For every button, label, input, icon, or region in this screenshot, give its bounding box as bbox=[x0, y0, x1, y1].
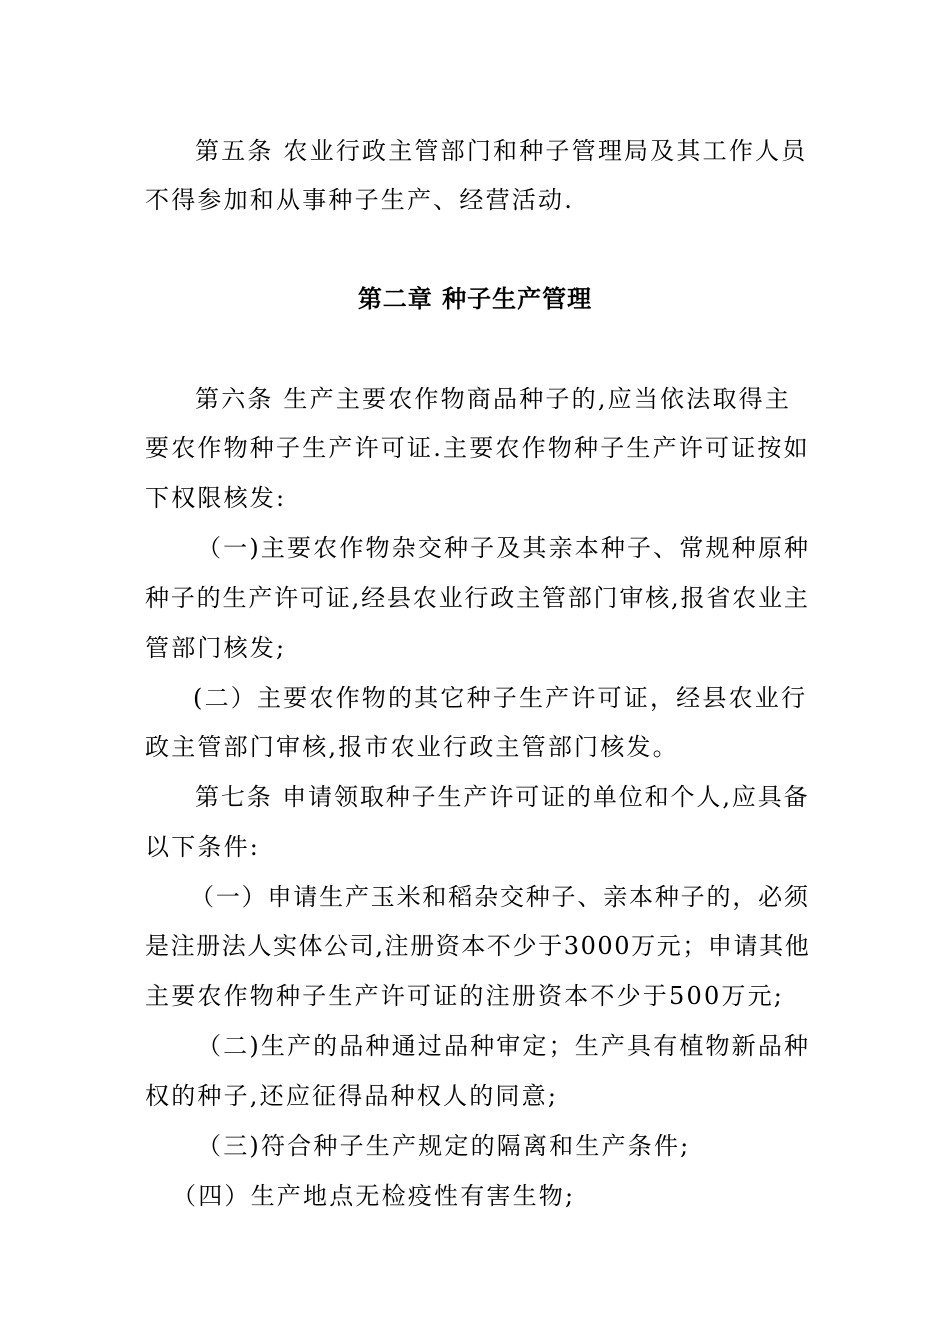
article-6-item-1-line-1: （一)主要农作物杂交种子及其亲本种子、常规种原种 bbox=[197, 534, 811, 562]
article-6-line-3: 下权限核发: bbox=[145, 484, 287, 512]
article-7-line-1: 第七条 申请领取种子生产许可证的单位和个人,应具备 bbox=[195, 783, 810, 811]
article-7-item-3-line-1: （三)符合种子生产规定的隔离和生产条件; bbox=[197, 1132, 691, 1160]
article-6-item-2-line-1: (二）主要农作物的其它种子生产许可证，经县农业行 bbox=[193, 684, 808, 712]
article-7-item-1-line-1: （一）申请生产玉米和稻杂交种子、亲本种子的，必须 bbox=[190, 883, 810, 911]
article-6-item-1-line-3: 管部门核发; bbox=[145, 634, 287, 662]
article-7-item-1-line-3: 主要农作物种子生产许可证的注册资本不少于500万元; bbox=[145, 982, 785, 1010]
chapter-2-heading: 第二章 种子生产管理 bbox=[357, 285, 593, 313]
article-7-item-4-line-1: （四）生产地点无检疫性有害生物; bbox=[172, 1182, 576, 1210]
article-6-line-1: 第六条 生产主要农作物商品种子的,应当依法取得主 bbox=[195, 385, 792, 413]
article-5-line-2: 不得参加和从事种子生产、经营活动. bbox=[145, 186, 575, 214]
article-6-item-1-line-2: 种子的生产许可证,经县农业行政主管部门审核,报省农业主 bbox=[145, 584, 810, 612]
article-5-line-1: 第五条 农业行政主管部门和种子管理局及其工作人员 bbox=[195, 137, 808, 165]
article-6-line-2: 要农作物种子生产许可证.主要农作物种子生产许可证按如 bbox=[145, 434, 810, 462]
article-7-item-2-line-1: （二)生产的品种通过品种审定；生产具有植物新品种 bbox=[197, 1032, 811, 1060]
article-7-line-2: 以下条件: bbox=[145, 833, 261, 861]
article-6-item-2-line-2: 政主管部门审核,报市农业行政主管部门核发。 bbox=[145, 733, 679, 761]
article-7-item-2-line-2: 权的种子,还应征得品种权人的同意; bbox=[145, 1082, 559, 1110]
article-7-item-1-line-2: 是注册法人实体公司,注册资本不少于3000万元；申请其他 bbox=[145, 932, 811, 960]
